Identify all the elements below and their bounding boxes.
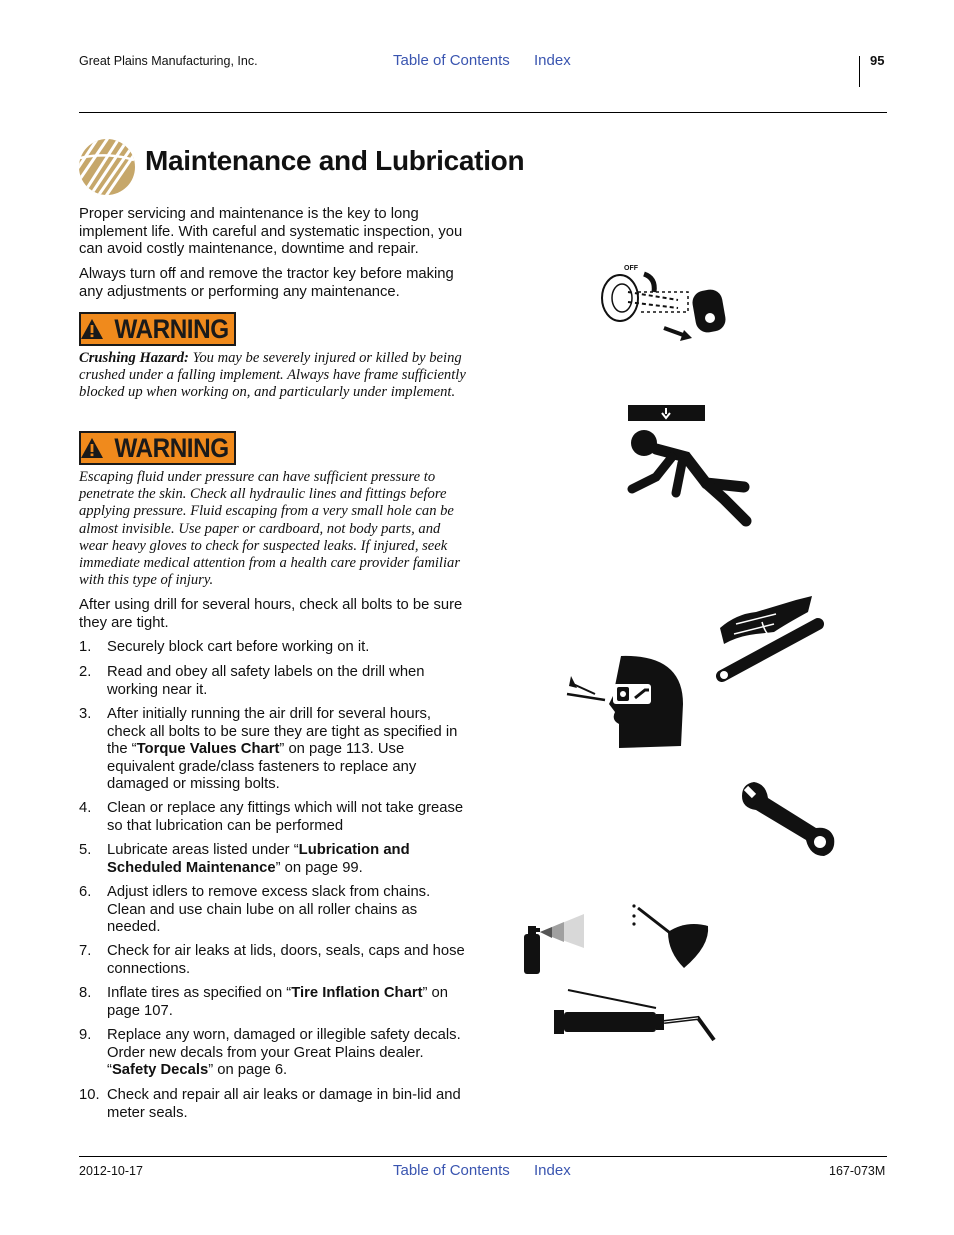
company-name: Great Plains Manufacturing, Inc. (79, 54, 258, 68)
header-rule (79, 112, 887, 113)
oil-can-icon (628, 902, 712, 970)
intro-paragraph-2: Always turn off and remove the tractor key before making any adjustments or performing any maintenance. (79, 266, 454, 300)
xref-safety-decals[interactable]: Safety Decals (111, 1062, 209, 1078)
list-item: 9. Replace any worn, damaged or illegible safety decals. Order new decals from your Great Plains dealer. “Safety Decals” on page 6. (79, 1027, 461, 1078)
footer-rule (79, 1156, 887, 1157)
footer-toc-link[interactable]: Table of Contents (393, 1162, 510, 1179)
list-item: 7. Check for air leaks at lids, doors, seals, caps and hose connections. (79, 943, 465, 977)
ignition-key-off-icon (598, 262, 730, 344)
warning-label-1: WARNING (79, 312, 236, 346)
footer-index-link[interactable]: Index (534, 1162, 571, 1179)
grease-gun-icon (552, 986, 718, 1044)
fluid-injection-hand-icon (716, 594, 824, 684)
crushing-hazard-icon (626, 403, 754, 531)
list-item: 5. Lubricate areas listed under “Lubrication and Scheduled Maintenance” on page 99. (79, 842, 410, 876)
header-divider (859, 56, 860, 87)
xref-lubrication[interactable]: Lubrication and Scheduled Maintenance (107, 842, 410, 876)
eye-protection-icon (565, 654, 685, 750)
svg-text:OFF: OFF (624, 265, 638, 272)
list-item: 3. After initially running the air drill for several hours, check all bolts to be sure they are tight as specified in the “Torque Values Chart” on page 113. Use equivalent grade/class fasteners to replace any damaged or missing bolts. (79, 706, 458, 792)
wrench-icon (740, 778, 836, 858)
warning-triangle-icon (80, 318, 104, 340)
warning-triangle-icon (80, 437, 104, 459)
header-toc-link[interactable]: Table of Contents (393, 52, 510, 69)
intro-paragraph-1: Proper servicing and maintenance is the key to long implement life. With careful and systematic inspection, you can avoid costly maintenance, downtime and repair. (79, 206, 463, 257)
xref-tire-inflation-chart[interactable]: Tire Inflation Chart (291, 985, 423, 1001)
list-item: 4. Clean or replace any fittings which will not take grease so that lubrication can be performed (79, 800, 464, 834)
warning-text-2: Escaping fluid under pressure can have sufficient pressure to penetrate the skin. Check all hydraulic lines and fittings before applying pressure. Fluid escaping from a very small hole can be almost invisible. Use paper or cardboard, not body parts, and wear heavy gloves to check for suspected leaks. If injured, seek immediate medical attention from a health care provider familiar with this type of injury. (79, 469, 460, 589)
spray-can-icon (520, 912, 588, 974)
warning-label-2: WARNING (79, 431, 236, 465)
footer-doc-number: 167-073M (829, 1164, 886, 1178)
list-item: 1. Securely block cart before working on it. (79, 639, 370, 655)
header-index-link[interactable]: Index (534, 52, 571, 69)
footer-date: 2012-10-17 (79, 1164, 143, 1178)
list-item: 8. Inflate tires as specified on “Tire Inflation Chart” on page 107. (79, 985, 448, 1019)
after-paragraph: After using drill for several hours, check all bolts to be sure they are tight. (79, 597, 463, 631)
list-item: 6. Adjust idlers to remove excess slack from chains. Clean and use chain lube on all roller chains as needed. (79, 884, 431, 935)
page-number: 95 (870, 53, 885, 68)
page-title: Maintenance and Lubrication (145, 145, 525, 176)
list-item: 2. Read and obey all safety labels on the drill when working near it. (79, 664, 425, 698)
warning-text-1: Crushing Hazard: You may be severely injured or killed by being crushed under a falling implement. Always have frame sufficiently blocked up when working on, and particularly under implement. (79, 350, 466, 401)
list-item: 10. Check and repair all air leaks or damage in bin-lid and meter seals. (79, 1087, 461, 1121)
xref-torque-values-chart[interactable]: Torque Values Chart (136, 741, 280, 757)
section-logo-icon (78, 138, 136, 196)
